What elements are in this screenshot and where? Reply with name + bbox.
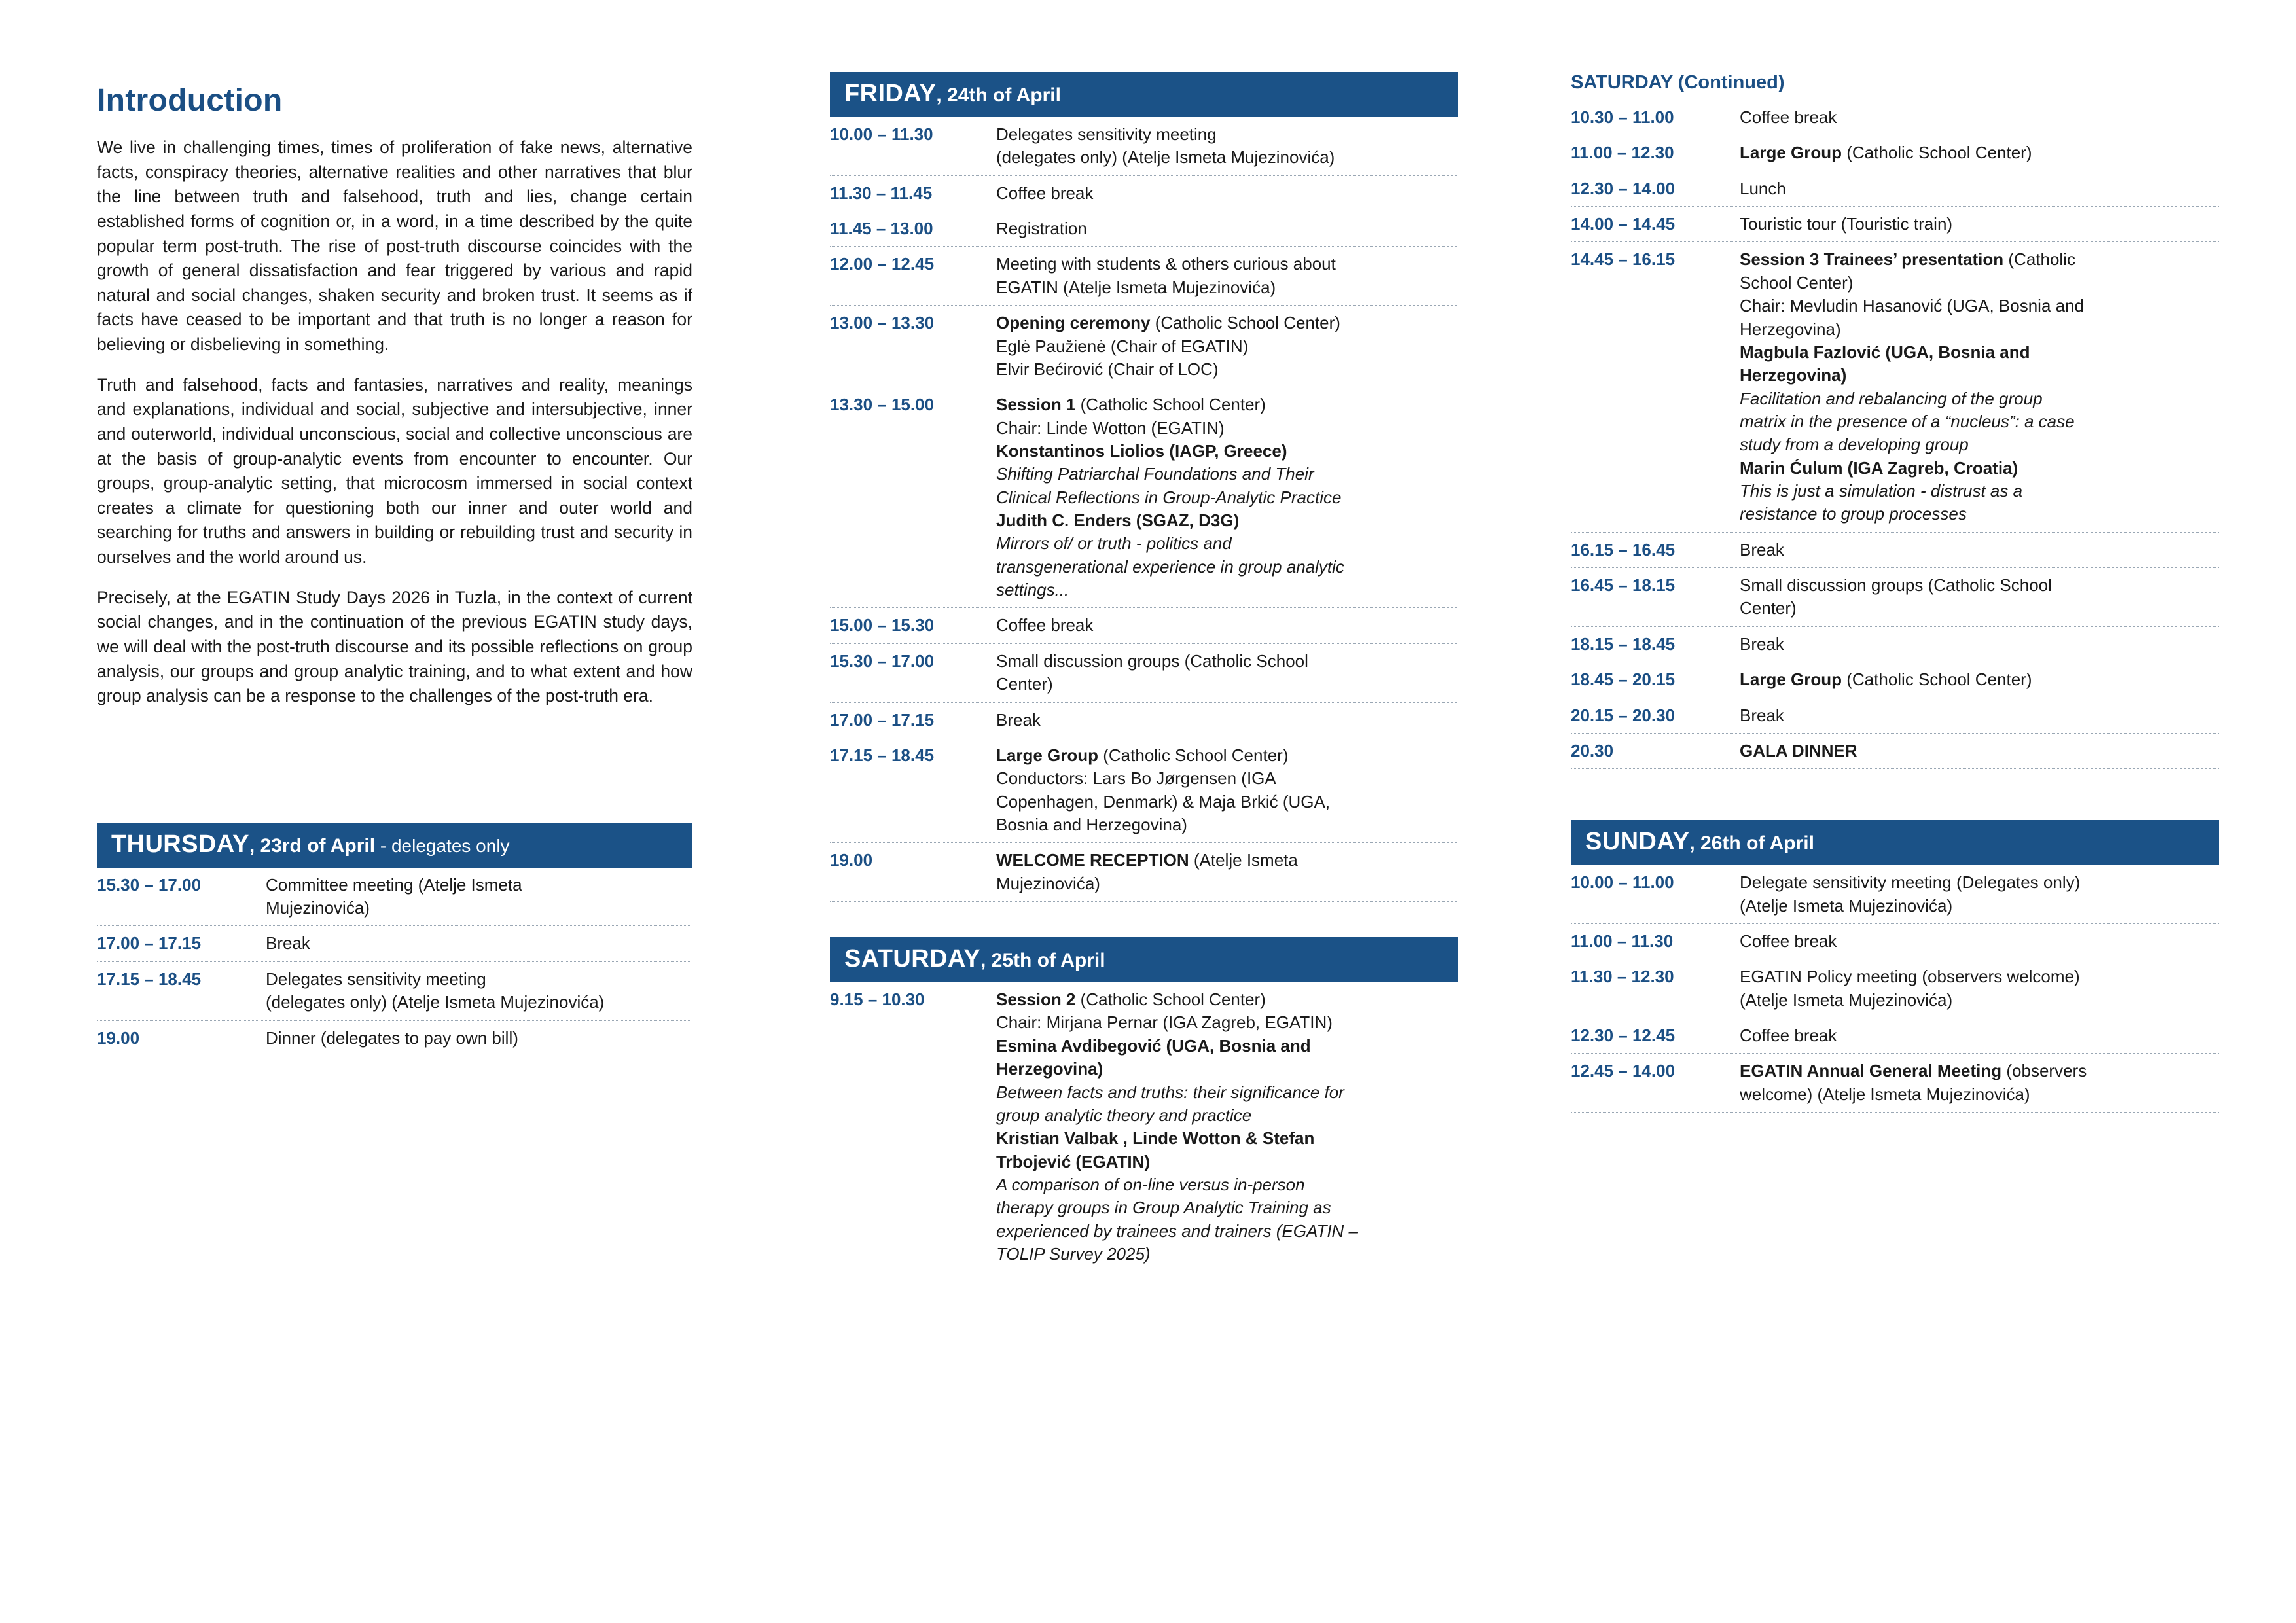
schedule-line xyxy=(996,1220,1458,1243)
schedule-line-italic: Clinical Reflections in Group-Analytic Practice xyxy=(996,487,1342,507)
schedule-row xyxy=(97,868,692,927)
schedule-line: (delegates only) (Atelje Ismeta Mujezinovića) xyxy=(996,147,1335,168)
schedule-time: 17.00 – 17.15 xyxy=(97,933,202,954)
schedule-line: Large Group (Catholic School Center) xyxy=(1740,143,2032,163)
sunday-banner xyxy=(1571,820,2219,865)
schedule-description xyxy=(1740,740,2219,762)
schedule-line xyxy=(996,556,1458,579)
schedule-line: Break xyxy=(266,933,310,954)
schedule-row xyxy=(1571,627,2219,662)
saturday-banner xyxy=(830,937,1458,982)
schedule-line xyxy=(996,1058,1458,1080)
schedule-description xyxy=(1740,930,2219,953)
schedule-time: 11.00 – 11.30 xyxy=(1571,931,1674,951)
schedule-line xyxy=(1740,410,2219,433)
schedule-description xyxy=(996,709,1458,732)
friday-schedule xyxy=(830,117,1458,902)
schedule-line-italic: study from a developing group xyxy=(1740,435,1969,455)
schedule-time: 19.00 xyxy=(97,1027,140,1048)
schedule-row xyxy=(830,703,1458,738)
schedule-line-emphasis: Kristian Valbak , Linde Wotton & Stefan xyxy=(996,1128,1315,1149)
schedule-time: 16.15 – 16.45 xyxy=(1571,539,1676,560)
schedule-line: Mujezinovića) xyxy=(266,898,370,918)
schedule-line: Delegates sensitivity meeting xyxy=(996,124,1217,144)
schedule-line xyxy=(996,1035,1458,1058)
schedule-line xyxy=(996,486,1458,509)
schedule-row xyxy=(97,1021,692,1056)
schedule-row xyxy=(1571,135,2219,171)
schedule-row xyxy=(830,644,1458,703)
schedule-line: Coffee break xyxy=(1740,107,1837,127)
schedule-row xyxy=(830,608,1458,643)
schedule-line: Session 3 Trainees’ presentation (Catholic xyxy=(1740,249,2075,270)
schedule-row xyxy=(1571,1018,2219,1054)
schedule-line: Center) xyxy=(1740,598,1797,618)
schedule-row xyxy=(830,247,1458,306)
schedule-time: 18.45 – 20.15 xyxy=(1571,669,1676,690)
friday-day-label: FRIDAY xyxy=(844,80,937,107)
schedule-line-emphasis: Large Group xyxy=(1740,669,1842,690)
schedule-time: 11.30 – 11.45 xyxy=(830,183,933,203)
schedule-line-emphasis: Opening ceremony xyxy=(996,313,1151,333)
sunday-date-label: , 26th of April xyxy=(1689,832,1814,855)
schedule-line: Small discussion groups (Catholic School xyxy=(1740,575,2052,596)
schedule-row xyxy=(1571,568,2219,627)
schedule-time: 20.15 – 20.30 xyxy=(1571,705,1676,725)
schedule-row xyxy=(830,387,1458,608)
schedule-line-italic: therapy groups in Group Analytic Training as xyxy=(996,1198,1331,1218)
schedule-line xyxy=(996,1173,1458,1196)
schedule-row xyxy=(830,843,1458,902)
saturday-continued-header: SATURDAY (Continued) xyxy=(1571,72,1785,93)
schedule-time: 17.00 – 17.15 xyxy=(830,709,935,730)
schedule-line: Opening ceremony (Catholic School Center) xyxy=(996,313,1340,333)
schedule-row xyxy=(97,962,692,1021)
schedule-description xyxy=(1740,871,2219,918)
schedule-line: Chair: Mirjana Pernar (IGA Zagreb, EGATIN) xyxy=(996,1012,1333,1033)
schedule-line-emphasis: Trbojević (EGATIN) xyxy=(996,1151,1150,1171)
schedule-line-italic: Shifting Patriarchal Foundations and Their xyxy=(996,464,1314,484)
intro-paragraph-2: Truth and falsehood, facts and fantasies, narratives and reality, meanings and explanations, individual and social, subjective and intersubjective, inner and outerworld, individual unconscious, social and collective unconscious are at the basis of group-analytic events from encounter to encounter. Our groups, group-analytic setting, that microcosm immersed in social context creates a climate for questioning both our inner and outer world and searching for truths and answers in building or rebuilding trust and security in ourselves and the world around us. xyxy=(97,374,692,567)
schedule-time: 15.00 – 15.30 xyxy=(830,615,935,635)
schedule-description xyxy=(996,253,1458,299)
schedule-line: Eglė Paužienė (Chair of EGATIN) xyxy=(996,336,1249,356)
schedule-line xyxy=(996,1196,1458,1219)
schedule-description xyxy=(1740,668,2219,691)
schedule-line: Session 2 (Catholic School Center) xyxy=(996,990,1266,1010)
schedule-row xyxy=(1571,533,2219,568)
schedule-line: Break xyxy=(1740,633,1784,654)
schedule-line xyxy=(996,1081,1458,1104)
schedule-time: 15.30 – 17.00 xyxy=(830,651,935,671)
schedule-row xyxy=(1571,865,2219,924)
schedule-line-italic: Facilitation and rebalancing of the group xyxy=(1740,388,2043,408)
schedule-line: Large Group (Catholic School Center) xyxy=(996,745,1289,765)
schedule-line xyxy=(996,440,1458,463)
schedule-row xyxy=(1571,959,2219,1018)
schedule-description xyxy=(1740,539,2219,562)
schedule-line xyxy=(996,509,1458,532)
schedule-line xyxy=(1740,341,2219,364)
schedule-line-emphasis: Marin Ćulum (IGA Zagreb, Croatia) xyxy=(1740,457,2018,478)
schedule-line: Herzegovina) xyxy=(1740,319,1841,339)
schedule-line-emphasis: Session 1 xyxy=(996,395,1076,415)
schedule-row xyxy=(1571,734,2219,769)
schedule-time: 13.00 – 13.30 xyxy=(830,313,935,333)
schedule-line xyxy=(996,1150,1458,1173)
schedule-line: Delegates sensitivity meeting xyxy=(266,969,486,989)
schedule-row xyxy=(1571,242,2219,532)
schedule-line-emphasis: EGATIN Annual General Meeting xyxy=(1740,1061,2002,1081)
schedule-row xyxy=(830,176,1458,211)
intro-column xyxy=(97,72,692,1056)
sunday-day-label: SUNDAY xyxy=(1585,828,1690,856)
thursday-schedule xyxy=(97,868,692,1056)
schedule-line: EGATIN Policy meeting (observers welcome) xyxy=(1740,967,2080,987)
schedule-line-emphasis: Large Group xyxy=(996,745,1099,765)
schedule-line-italic: matrix in the presence of a “nucleus”: a case xyxy=(1740,411,2075,431)
schedule-description xyxy=(996,650,1458,696)
schedule-line: Copenhagen, Denmark) & Maja Brkić (UGA, xyxy=(996,791,1331,812)
schedule-line: welcome) (Atelje Ismeta Mujezinovića) xyxy=(1740,1084,2030,1104)
schedule-line: Elvir Bećirović (Chair of LOC) xyxy=(996,359,1219,379)
schedule-time: 17.15 – 18.45 xyxy=(97,969,202,989)
schedule-description xyxy=(1740,633,2219,656)
schedule-description xyxy=(1740,177,2219,200)
schedule-line-emphasis: Herzegovina) xyxy=(996,1059,1103,1079)
schedule-time: 12.30 – 12.45 xyxy=(1571,1026,1676,1046)
saturday-schedule xyxy=(830,982,1458,1272)
schedule-line xyxy=(996,1127,1458,1150)
schedule-description xyxy=(1740,1060,2219,1106)
schedule-line: Chair: Mevludin Hasanović (UGA, Bosnia and xyxy=(1740,296,2085,316)
schedule-description xyxy=(1740,574,2219,620)
schedule-row xyxy=(1571,662,2219,698)
schedule-description xyxy=(1740,704,2219,727)
schedule-row xyxy=(97,926,692,961)
schedule-line-emphasis: Magbula Fazlović (UGA, Bosnia and xyxy=(1740,342,2030,362)
schedule-line-italic: resistance to group processes xyxy=(1740,504,1967,524)
schedule-row xyxy=(830,211,1458,247)
schedule-description xyxy=(996,744,1458,836)
schedule-line: Delegate sensitivity meeting (Delegates only) xyxy=(1740,872,2081,893)
schedule-line: Bosnia and Herzegovina) xyxy=(996,814,1187,834)
page-title: Introduction xyxy=(97,83,283,118)
schedule-time: 12.00 – 12.45 xyxy=(830,254,935,274)
schedule-line-emphasis: GALA DINNER xyxy=(1740,740,1857,760)
schedule-row xyxy=(1571,100,2219,135)
schedule-description xyxy=(996,393,1458,601)
schedule-line-italic: A comparison of on-line versus in-person xyxy=(996,1174,1305,1194)
schedule-description xyxy=(996,182,1458,205)
schedule-line-italic: This is just a simulation - distrust as a xyxy=(1740,481,2023,501)
schedule-line-emphasis: Session 2 xyxy=(996,990,1076,1010)
schedule-line: Touristic tour (Touristic train) xyxy=(1740,214,1953,234)
schedule-description xyxy=(1740,248,2219,526)
schedule-description xyxy=(1740,965,2219,1012)
schedule-row xyxy=(830,306,1458,387)
schedule-time: 9.15 – 10.30 xyxy=(830,990,925,1010)
schedule-line-emphasis: Large Group xyxy=(1740,143,1842,163)
schedule-description xyxy=(1740,106,2219,129)
schedule-line: (Atelje Ismeta Mujezinovića) xyxy=(1740,990,1953,1010)
schedule-line: Coffee break xyxy=(996,615,1094,635)
friday-date-label: , 24th of April xyxy=(936,84,1061,106)
schedule-time: 10.00 – 11.30 xyxy=(830,124,933,144)
schedule-description xyxy=(266,1027,692,1050)
friday-saturday-column xyxy=(830,72,1458,1272)
schedule-line-emphasis: WELCOME RECEPTION xyxy=(996,850,1189,870)
schedule-line-emphasis: Session 3 Trainees’ presentation xyxy=(1740,249,2004,270)
schedule-row xyxy=(1571,924,2219,959)
schedule-line-italic: group analytic theory and practice xyxy=(996,1105,1252,1125)
schedule-line-italic: transgenerational experience in group analytic xyxy=(996,556,1344,577)
schedule-line xyxy=(996,1104,1458,1127)
schedule-description xyxy=(1740,1024,2219,1047)
schedule-time: 11.00 – 12.30 xyxy=(1571,143,1674,163)
schedule-description xyxy=(1740,213,2219,236)
schedule-line-italic: Mirrors of/ or truth - politics and xyxy=(996,533,1232,554)
schedule-line: Dinner (delegates to pay own bill) xyxy=(266,1027,518,1048)
schedule-time: 13.30 – 15.00 xyxy=(830,395,935,415)
schedule-line: School Center) xyxy=(1740,272,1854,293)
schedule-line xyxy=(1740,503,2219,526)
schedule-line xyxy=(1740,364,2219,387)
schedule-time: 10.00 – 11.00 xyxy=(1571,872,1674,893)
schedule-line xyxy=(1740,457,2219,480)
schedule-time: 16.45 – 18.15 xyxy=(1571,575,1676,596)
schedule-line-italic: experienced by trainees and trainers (EGATIN – xyxy=(996,1221,1359,1241)
schedule-description xyxy=(1740,141,2219,164)
schedule-description xyxy=(996,123,1458,169)
schedule-line: Lunch xyxy=(1740,178,1786,198)
schedule-line: Registration xyxy=(996,219,1087,239)
schedule-row xyxy=(830,738,1458,843)
schedule-line: Break xyxy=(1740,539,1784,560)
schedule-line-italic: Between facts and truths: their significance for xyxy=(996,1082,1344,1102)
schedule-time: 11.30 – 12.30 xyxy=(1571,967,1674,987)
schedule-time: 12.30 – 14.00 xyxy=(1571,178,1676,198)
saturday-cont-sunday-column xyxy=(1571,72,2219,1113)
schedule-line: WELCOME RECEPTION (Atelje Ismeta xyxy=(996,850,1298,870)
schedule-line: Coffee break xyxy=(1740,1026,1837,1046)
schedule-time: 11.45 – 13.00 xyxy=(830,219,933,239)
schedule-line: Large Group (Catholic School Center) xyxy=(1740,669,2032,690)
schedule-line: EGATIN Annual General Meeting (observers xyxy=(1740,1061,2087,1081)
schedule-line: EGATIN (Atelje Ismeta Mujezinovića) xyxy=(996,277,1276,297)
thursday-banner xyxy=(97,823,692,868)
schedule-line: Meeting with students & others curious about xyxy=(996,254,1336,274)
schedule-row xyxy=(1571,171,2219,207)
schedule-time: 14.45 – 16.15 xyxy=(1571,249,1676,270)
schedule-description xyxy=(266,968,692,1014)
schedule-time: 18.15 – 18.45 xyxy=(1571,633,1676,654)
schedule-line: Coffee break xyxy=(1740,931,1837,951)
schedule-line: (delegates only) (Atelje Ismeta Mujezinovića) xyxy=(266,992,605,1012)
schedule-description xyxy=(266,932,692,955)
schedule-description xyxy=(996,988,1458,1266)
schedule-line xyxy=(996,1243,1458,1266)
thursday-note-label: - delegates only xyxy=(375,835,510,856)
schedule-line: Center) xyxy=(996,674,1053,694)
schedule-line xyxy=(1740,480,2219,503)
schedule-time: 17.15 – 18.45 xyxy=(830,745,935,765)
schedule-line: Break xyxy=(996,709,1041,730)
schedule-time: 10.30 – 11.00 xyxy=(1571,107,1674,127)
schedule-row xyxy=(830,982,1458,1272)
intro-paragraph-1: We live in challenging times, times of proliferation of fake news, alternative facts, conspiracy theories, alternative realities and other narratives that blur the line between truth and falsehood, truth and lies, change certain established forms of cognition or, in a word, in a time described by the quite popular term post-truth. The rise of post-truth discourse coincides with the growth of general dissatisfaction and fear triggered by various and rapid natural and social changes, shaken security and broken trust. It seems as if facts have ceased to be important and that truth is no longer a reason for believing or disbelieving in something. xyxy=(97,137,692,354)
schedule-time: 19.00 xyxy=(830,850,873,870)
sunday-schedule xyxy=(1571,865,2219,1113)
schedule-line: Coffee break xyxy=(996,183,1094,203)
saturday-date-label: , 25th of April xyxy=(980,950,1105,972)
schedule-line xyxy=(996,579,1458,601)
schedule-line: Small discussion groups (Catholic School xyxy=(996,651,1308,671)
schedule-time: 14.00 – 14.45 xyxy=(1571,214,1676,234)
schedule-description xyxy=(996,614,1458,637)
schedule-line xyxy=(996,463,1458,486)
schedule-line-italic: TOLIP Survey 2025) xyxy=(996,1244,1151,1264)
schedule-line: Mujezinovića) xyxy=(996,873,1100,893)
schedule-row xyxy=(830,117,1458,176)
schedule-row xyxy=(1571,207,2219,242)
schedule-line-emphasis: Konstantinos Liolios (IAGP, Greece) xyxy=(996,440,1287,461)
saturday-continued-schedule xyxy=(1571,100,2219,769)
schedule-line xyxy=(996,532,1458,555)
schedule-line: Break xyxy=(1740,705,1784,725)
schedule-line-emphasis: Esmina Avdibegović (UGA, Bosnia and xyxy=(996,1035,1311,1056)
schedule-line: Session 1 (Catholic School Center) xyxy=(996,395,1266,415)
friday-banner xyxy=(830,72,1458,117)
schedule-line: (Atelje Ismeta Mujezinovića) xyxy=(1740,895,1953,916)
schedule-line xyxy=(1740,740,2219,762)
saturday-day-label: SATURDAY xyxy=(844,945,981,973)
schedule-time: 12.45 – 14.00 xyxy=(1571,1061,1676,1081)
schedule-description xyxy=(996,312,1458,381)
schedule-description xyxy=(996,849,1458,895)
schedule-line-italic: settings... xyxy=(996,580,1069,600)
schedule-line-emphasis: Judith C. Enders (SGAZ, D3G) xyxy=(996,510,1240,531)
thursday-date-label: , 23rd of April xyxy=(249,834,376,857)
intro-paragraph-3: Precisely, at the EGATIN Study Days 2026 in Tuzla, in the context of current social changes, and in the continuation of the previous EGATIN study days, we will deal with the post-truth discourse and its possible reflections on group analysis, our groups and group analytic training, and to what extent and how group analysis can be a response to the challenges of the post-truth era. xyxy=(97,587,692,706)
thursday-day-label: THURSDAY xyxy=(111,830,249,858)
schedule-row xyxy=(1571,1054,2219,1113)
schedule-line xyxy=(1740,387,2219,410)
schedule-line xyxy=(1740,433,2219,456)
schedule-time: 20.30 xyxy=(1571,740,1614,760)
schedule-time: 15.30 – 17.00 xyxy=(97,874,202,895)
schedule-description xyxy=(996,217,1458,240)
schedule-line: Conductors: Lars Bo Jørgensen (IGA xyxy=(996,768,1276,789)
schedule-line: Chair: Linde Wotton (EGATIN) xyxy=(996,418,1225,438)
schedule-line: Committee meeting (Atelje Ismeta xyxy=(266,874,522,895)
schedule-description xyxy=(266,874,692,920)
schedule-row xyxy=(1571,698,2219,734)
schedule-line-emphasis: Herzegovina) xyxy=(1740,365,1847,385)
